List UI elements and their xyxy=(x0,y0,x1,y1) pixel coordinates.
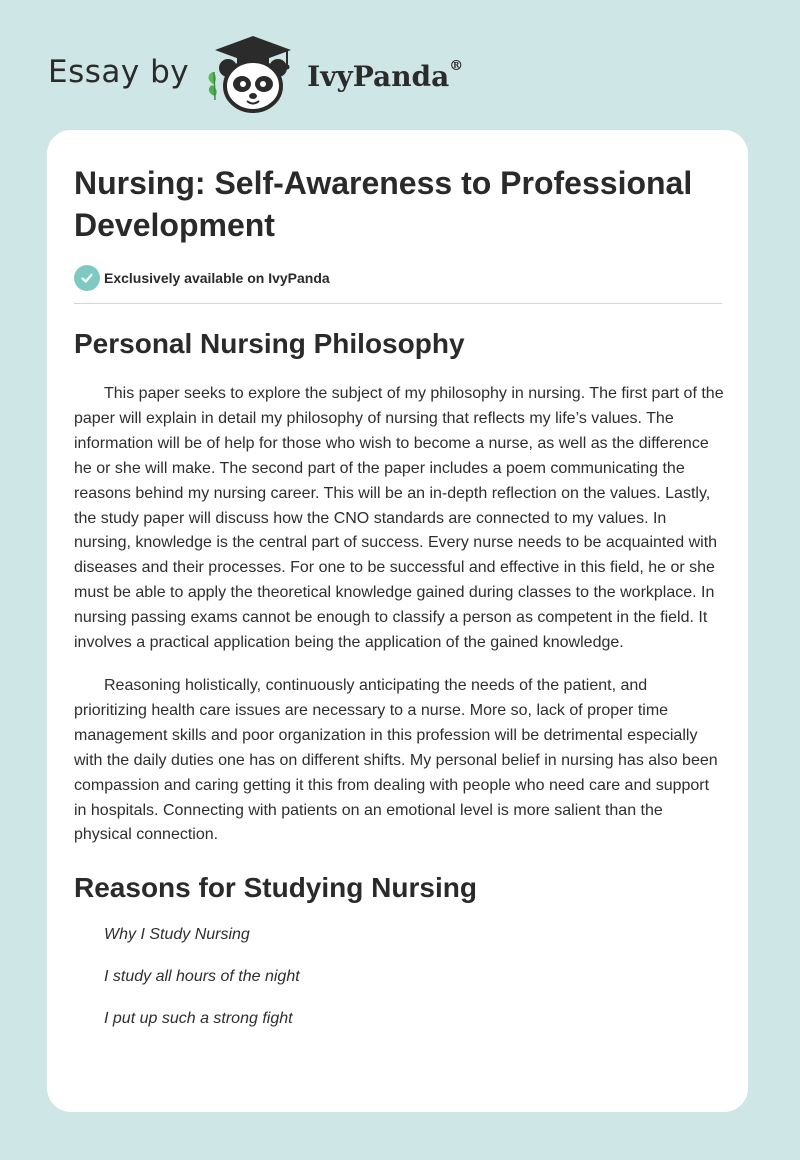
body-paragraph: This paper seeks to explore the subject of my philosophy in nursing. The first part of the paper will explain in detail my philosophy of nursing that reflects my life’s values. The information will be of help for those who wish to become a nurse, as well as the difference he or she will make. The second part of the paper includes a poem communicating the reasons behind my nursing career. This will be an in-depth reflection on the values. Lastly, the study paper will discuss how the CNO standards are connected to my values. In nursing, knowledge is the central part of success. Every nurse needs to be acquainted with diseases and their processes. For one to be successful and effective in this field, he or she must be able to apply the theoretical knowledge gained during classes to the workplace. In nursing passing exams cannot be enough to classify a person as competent in the field. It involves a practical application being the application of the gained knowledge. xyxy=(74,385,724,652)
poem-line: I study all hours of the night xyxy=(104,968,300,986)
poem-line: Why I Study Nursing xyxy=(104,926,250,944)
poem-line: I put up such a strong fight xyxy=(104,1010,293,1028)
brand-text: IvyPanda xyxy=(307,59,450,93)
divider xyxy=(74,303,722,304)
exclusive-badge xyxy=(74,264,722,292)
section-heading-philosophy: Personal Nursing Philosophy xyxy=(74,328,465,359)
panda-graduate-logo-icon[interactable] xyxy=(203,34,303,114)
essay-by-label: Essay by xyxy=(48,54,190,90)
body-paragraph: Reasoning holistically, continuously anticipating the needs of the patient, and prioritizing health care issues are necessary to a nurse. More so, lack of proper time management skills and poor organization in this profession will be detrimental especially with the daily duties one has on different shifts. My personal belief in nursing has also been compassion and caring getting it this from dealing with people who need care and support in hospitals. Connecting with patients on an emotional level is more salient than the physical connection. xyxy=(74,676,718,844)
essay-title: Nursing: Self-Awareness to Professional Development xyxy=(74,165,693,243)
registered-mark: ® xyxy=(449,57,464,74)
site-header xyxy=(48,34,463,114)
brand-name[interactable] xyxy=(307,57,464,93)
essay-card xyxy=(47,130,748,1112)
check-badge-icon xyxy=(74,265,100,291)
exclusive-label: Exclusively available on IvyPanda xyxy=(104,270,330,286)
section-heading-reasons: Reasons for Studying Nursing xyxy=(74,872,477,904)
